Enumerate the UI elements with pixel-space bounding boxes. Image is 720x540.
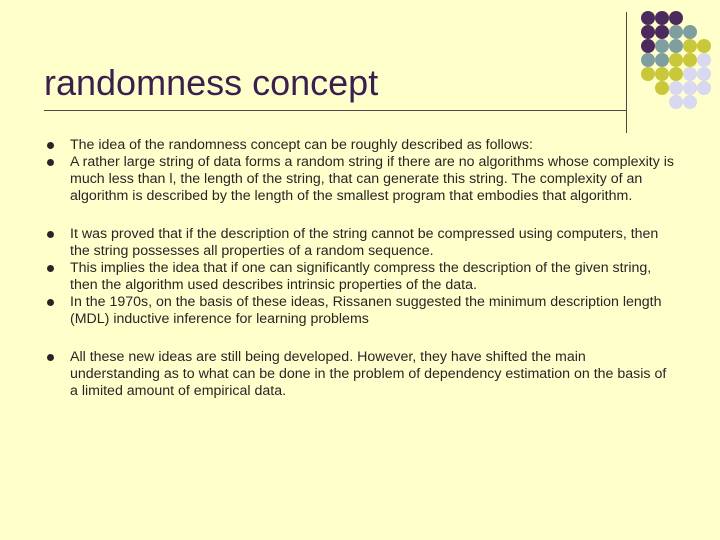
olive-dot	[669, 67, 683, 81]
purple-dot	[641, 25, 655, 39]
lavender-dot	[669, 81, 683, 95]
lavender-dot	[683, 81, 697, 95]
olive-dot	[641, 67, 655, 81]
purple-dot	[641, 39, 655, 53]
bullet-item: A rather large string of data forms a random string if there are no algorithms whose complexity is much less than l, the length of the string, that can generate this string. The complexity of an algorithm is described by the length of the smallest program that embodies that algorithm.	[47, 154, 677, 205]
olive-dot	[683, 53, 697, 67]
purple-dot	[655, 11, 669, 25]
teal-dot	[641, 53, 655, 67]
lavender-dot	[697, 53, 711, 67]
purple-dot	[641, 11, 655, 25]
purple-dot	[655, 25, 669, 39]
bullet-item: In the 1970s, on the basis of these ideas, Rissanen suggested the minimum description length (MDL) inductive inference for learning problems	[47, 294, 677, 328]
olive-dot	[655, 81, 669, 95]
bullet-item: The idea of the randomness concept can be roughly described as follows:	[47, 137, 677, 154]
slide-title: randomness concept	[44, 62, 379, 103]
olive-dot	[669, 53, 683, 67]
lavender-dot	[669, 95, 683, 109]
purple-dot	[669, 11, 683, 25]
slide-body	[47, 137, 677, 400]
teal-dot	[669, 25, 683, 39]
teal-dot	[683, 25, 697, 39]
teal-dot	[655, 39, 669, 53]
lavender-dot	[697, 67, 711, 81]
lavender-dot	[683, 95, 697, 109]
olive-dot	[683, 39, 697, 53]
olive-dot	[655, 67, 669, 81]
bullet-item: All these new ideas are still being developed. However, they have shifted the main understanding as to what can be done in the problem of dependency estimation on the basis of a limited amount of empirical data.	[47, 349, 677, 400]
teal-dot	[655, 53, 669, 67]
bullet-item: It was proved that if the description of the string cannot be compressed using computers, then the string possesses all properties of a random sequence.	[47, 226, 677, 260]
olive-dot	[697, 39, 711, 53]
teal-dot	[669, 39, 683, 53]
vertical-rule	[626, 12, 627, 133]
title-underline	[44, 110, 627, 111]
bullet-item: This implies the idea that if one can significantly compress the description of the given string, then the algorithm used describes intrinsic properties of the data.	[47, 260, 677, 294]
lavender-dot	[697, 81, 711, 95]
lavender-dot	[683, 67, 697, 81]
